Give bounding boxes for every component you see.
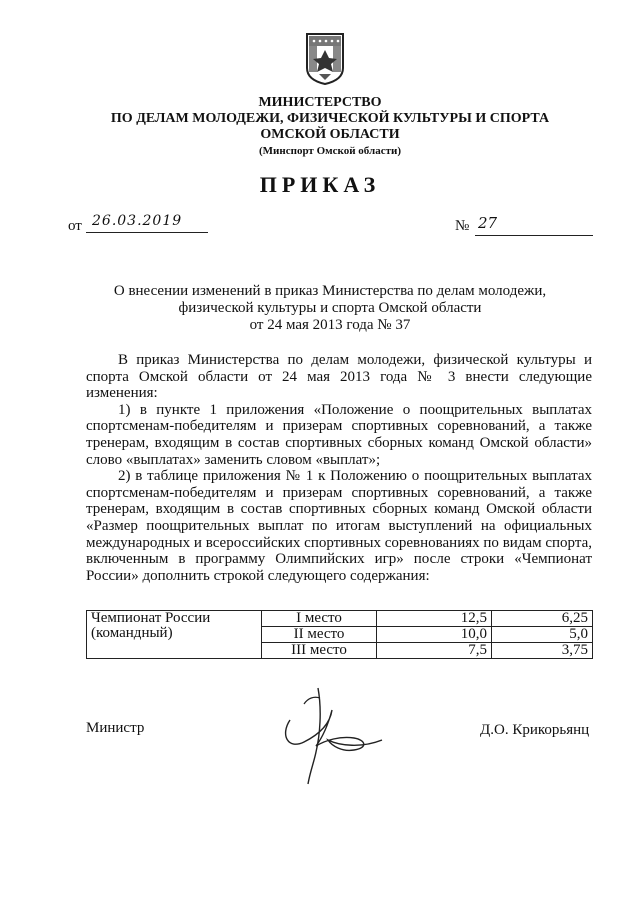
date-label: от [68, 218, 82, 234]
table-row [87, 611, 593, 627]
athlete-amount-cell: 7,5 [377, 643, 492, 659]
number-underline [475, 235, 593, 236]
document-type-heading: ПРИКАЗ [259, 172, 381, 197]
body-paragraph-intro: В приказ Министерства по делам молодежи, физической культуры и спорта Омской области от 24 мая 2013 года № 3 внести следующие изменения: [86, 352, 592, 402]
competition-cell [87, 611, 262, 659]
athlete-amount-cell: 12,5 [377, 611, 492, 627]
place-cell: III место [262, 643, 377, 659]
coach-amount-cell: 6,25 [492, 611, 593, 627]
place-cell: II место [262, 627, 377, 643]
coach-amount-cell: 3,75 [492, 643, 593, 659]
place-cell: I место [262, 611, 377, 627]
body-paragraph-item-2: 2) в таблице приложения № 1 к Положению о поощрительных выплатах спортсменам-победителям и призерам спортивных соревнований, а также тренерам, входящим в состав спортивных сборных команд Омской области «Размер поощрительных выплат по итогам выступлений на официальных международных и всероссийских спортивных соревнованиях по видам спорта, включенным в программу Олимпийских игр» после строки «Чемпионат России» дополнить строкой следующего содержания: [86, 468, 592, 584]
order-title-line-3: от 24 мая 2013 года № 37 [249, 317, 411, 333]
date-underline [86, 232, 208, 233]
athlete-amount-cell: 10,0 [377, 627, 492, 643]
order-title-line-1: О внесении изменений в приказ Министерства по делам молодежи, [113, 283, 547, 299]
body-paragraph-item-1: 1) в пункте 1 приложения «Положение о поощрительных выплатах спортсменам-победителям и призерам спортивных соревнований, а также тренерам, входящим в состав спортивных сборных команд Омской области» слово «выплатах» заменить словом «выплат»; [86, 401, 592, 468]
signer-position: Министр [86, 720, 145, 736]
ministry-region: ОМСКОЙ ОБЛАСТИ [260, 127, 400, 142]
ministry-short-name: (Минспорт Омской области) [259, 145, 401, 157]
handwritten-signature [270, 680, 390, 790]
handwritten-date: 26.03.2019 [92, 213, 183, 229]
order-title-line-2: физической культуры и спорта Омской области [178, 300, 482, 316]
handwritten-number: 27 [478, 214, 498, 232]
ministry-full-name: ПО ДЕЛАМ МОЛОДЕЖИ, ФИЗИЧЕСКОЙ КУЛЬТУРЫ И СПОРТА [110, 111, 550, 126]
number-label: № [455, 218, 470, 234]
award-table [86, 610, 593, 659]
order-body [86, 352, 592, 584]
signer-name: Д.О. Крикорьянц [480, 722, 590, 738]
competition-type: (командный) [91, 625, 173, 641]
coat-of-arms-icon [305, 32, 345, 86]
coach-amount-cell: 5,0 [492, 627, 593, 643]
competition-name: Чемпионат России [91, 610, 211, 626]
ministry-title: МИНИСТЕРСТВО [258, 95, 382, 110]
